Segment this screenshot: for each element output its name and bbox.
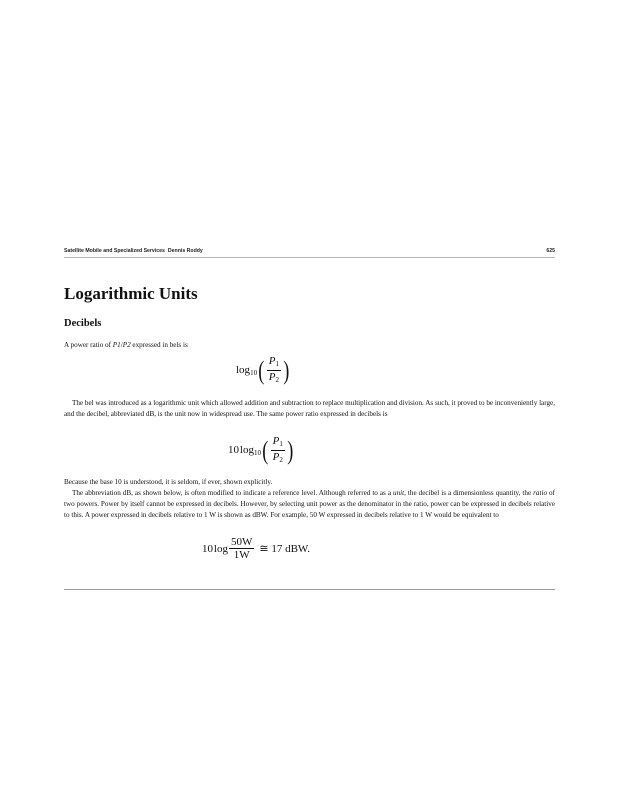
emphasis-ratio: ratio bbox=[533, 489, 548, 497]
denominator: $P_2$ bbox=[272, 451, 283, 464]
symbol-p2: P2 bbox=[122, 341, 131, 349]
header-author: Dennis Roddy bbox=[167, 248, 203, 254]
paragraph-power-ratio bbox=[64, 340, 555, 351]
fraction-p1-p2 bbox=[267, 355, 281, 386]
denominator: $P_2$ bbox=[268, 371, 279, 384]
equation-bels bbox=[236, 355, 291, 386]
numerator: $P_1$ bbox=[268, 355, 279, 368]
fraction-50w-1w bbox=[229, 536, 254, 561]
fraction-p1-p2 bbox=[271, 435, 285, 466]
header-book-title: Satellite Mobile and Specialized Services bbox=[64, 248, 165, 254]
page-number: 625 bbox=[546, 248, 555, 254]
paragraph-base-understood: Because the base 10 is understood, it is seldom, if ever, shown explicitly. bbox=[64, 478, 273, 486]
header-source bbox=[64, 248, 203, 254]
left-paren: ( bbox=[258, 355, 265, 385]
equation-decibels bbox=[228, 435, 295, 466]
numerator: $P_1$ bbox=[272, 435, 283, 448]
slash: / bbox=[120, 341, 123, 349]
equation-dbw-example bbox=[202, 536, 310, 561]
page-title: Logarithmic Units bbox=[64, 284, 198, 303]
paragraph-db-abbreviation: The abbreviation dB, as shown below, is often modified to indicate a reference level. Although referred to as a unit, the decibel is a dimensionless quantity, the ratio of two powers. Power by itself cannot be expressed in decibels. However, by selecting unit power as the denominator in the ratio, power can be expressed in decibels relative to this. A power expressed in decibels relative to 1 W is shown as dBW. For example, 50 W expressed in decibels relative to 1 W would be equivalent to bbox=[64, 489, 556, 519]
section-heading: Decibels bbox=[64, 318, 102, 329]
symbol-p1: P1 bbox=[112, 341, 121, 349]
paragraph-bel-introduction: The bel was introduced as a logarithmic unit which allowed addition and subtraction to replace multiplication and division. As such, it proved to be inconveniently large, and the decibel, abbreviated dB, is the unit now in widespread use. The same power ratio expressed in decibels is bbox=[64, 399, 555, 418]
right-paren: ) bbox=[287, 435, 294, 465]
left-paren: ( bbox=[262, 435, 269, 465]
log-base: 10 bbox=[253, 449, 261, 457]
numerator: 50W bbox=[230, 536, 253, 548]
running-header bbox=[64, 245, 555, 257]
denominator: 1W bbox=[233, 549, 250, 561]
equation-result: ≅ 17 dBW. bbox=[259, 543, 311, 555]
right-paren: ) bbox=[283, 355, 290, 385]
log-base: 10 bbox=[250, 369, 258, 377]
log-function: 10 log bbox=[202, 542, 228, 555]
footer-rule bbox=[64, 589, 555, 590]
log-function: 10 $\log_{10}$ bbox=[228, 444, 261, 457]
header-rule bbox=[64, 257, 555, 258]
para1-text-after: expressed in bels is bbox=[130, 341, 188, 349]
para1-text-before: A power ratio of bbox=[64, 341, 113, 349]
log-function: $\log_{10}$ bbox=[236, 364, 258, 377]
emphasis-unit: unit bbox=[393, 489, 405, 497]
